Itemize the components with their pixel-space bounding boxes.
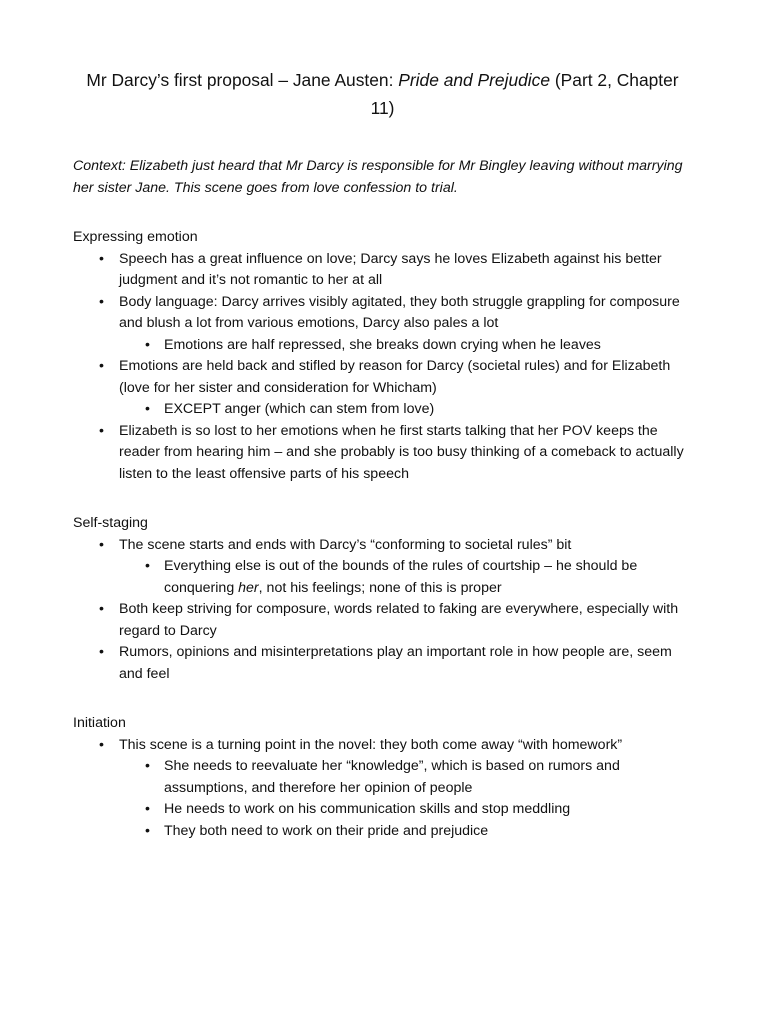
- sub-item-text-before: Everything else is out of the bounds of the rules of courtship – he should be conquering: [164, 558, 638, 596]
- list-item: [73, 735, 692, 843]
- list-item-text: Body language: Darcy arrives visibly agitated, they both struggle grappling for composure and blush a lot from various emotions, Darcy also pales a lot: [119, 293, 680, 331]
- sub-bullet-list: [119, 399, 692, 421]
- title-suffix: (Part 2, Chapter 11): [370, 70, 679, 118]
- sub-list-item: • Emotions are half repressed, she breaks down crying when he leaves: [119, 335, 692, 357]
- list-item-text: This scene is a turning point in the novel: they both come away “with homework”: [119, 736, 623, 753]
- list-item: [73, 292, 692, 357]
- sub-item-emphasis: her: [238, 579, 259, 596]
- sub-list-item: • He needs to work on his communication skills and stop meddling: [119, 799, 692, 821]
- title-prefix: Mr Darcy’s first proposal – Jane Austen:: [86, 70, 399, 90]
- section-heading: Initiation: [73, 715, 126, 731]
- sub-list-item: [119, 556, 692, 599]
- title-book: Pride and Prejudice: [398, 70, 551, 90]
- context-paragraph: Context: Elizabeth just heard that Mr Darcy is responsible for Mr Bingley leaving without marrying her sister Jane. This scene goes from love confession to trial.: [73, 158, 683, 196]
- sub-bullet-list: [119, 756, 692, 842]
- bullet-list: [73, 249, 692, 486]
- sub-bullet-list: [119, 335, 692, 357]
- document-title: [73, 66, 692, 122]
- section-heading: Expressing emotion: [73, 229, 198, 245]
- section-initiation: [73, 713, 692, 842]
- list-item: • Both keep striving for composure, words related to faking are everywhere, especially with regard to Darcy: [73, 599, 692, 642]
- section-heading: Self-staging: [73, 515, 148, 531]
- list-item: [73, 535, 692, 600]
- list-item: • Elizabeth is so lost to her emotions when he first starts talking that her POV keeps the reader from hearing him – and she probably is too busy thinking of a comeback to actually listen to the least offensive parts of his speech: [73, 421, 692, 486]
- bullet-list: [73, 535, 692, 686]
- section-expressing-emotion: [73, 227, 692, 485]
- bullet-list: [73, 735, 692, 843]
- sub-bullet-list: [119, 556, 692, 599]
- sub-list-item: • She needs to reevaluate her “knowledge”, which is based on rumors and assumptions, and therefore her opinion of people: [119, 756, 692, 799]
- list-item: • Rumors, opinions and misinterpretations play an important role in how people are, seem and feel: [73, 642, 692, 685]
- list-item: • Speech has a great influence on love; Darcy says he loves Elizabeth against his better judgment and it’s not romantic to her at all: [73, 249, 692, 292]
- section-self-staging: [73, 513, 692, 685]
- sub-list-item: • They both need to work on their pride and prejudice: [119, 821, 692, 843]
- sub-list-item: • EXCEPT anger (which can stem from love): [119, 399, 692, 421]
- list-item-text: Emotions are held back and stifled by reason for Darcy (societal rules) and for Elizabeth (love for her sister and consideration for Whicham): [119, 358, 671, 396]
- sub-item-text-after: , not his feelings; none of this is proper: [258, 579, 502, 596]
- list-item-text: The scene starts and ends with Darcy’s “conforming to societal rules” bit: [119, 536, 572, 553]
- list-item: [73, 356, 692, 421]
